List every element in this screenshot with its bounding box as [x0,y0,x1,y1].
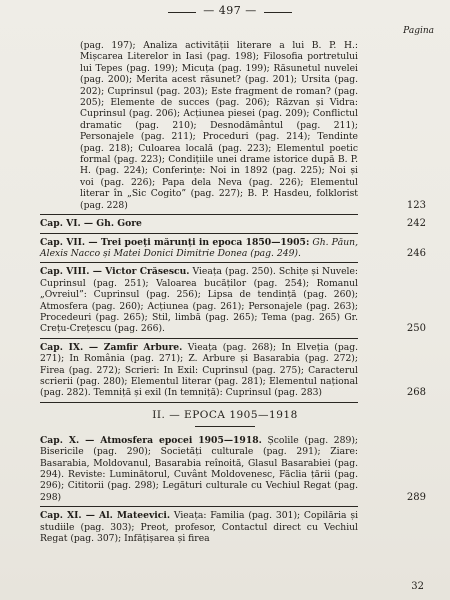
toc-entry-cap6 [40,218,426,230]
toc-entry-label: Cap. XI. — Al. Mateevici. [40,510,171,522]
toc-entry-text: Vieața (pag. 268); In Elveția (pag. 271); In România (pag. 271); Z. Arbure și Basarabia (pag. 272); Firea (pag. 272); Scrieri: In Exil: Cuprinsul (pag. 275); Caracterul scrierii (pag. 280); Elementul literar (pag. 281); Elementul național (pag. 282). Temniță și exil (In temniță): Cuprinsul (pag. 283) [40,341,359,399]
divider [40,262,358,263]
toc-entry-text: Gh. Păun, Alexis Nacco și Matei Donici Dimitrie Donea (pag. 249). [40,236,358,259]
divider [40,214,358,215]
toc-entry-cap11 [40,510,358,544]
toc-entry-cap8 [40,266,426,335]
toc-entry-text: Vieața (pag. 250). Schițe și Nuvele: Cuprinsul (pag. 251); Valoarea bucăților (pag. 254); Romanul „Ovreiul”: Cuprinsul (pag. 256); Lipsa de tendință (pag. 260); Atmosfera (pag. 260); Acțiunea (pag. 261); Personajele (pag. 263); Procedeuri (pag. 265); Stil, limbă (pag. 265); Tema (pag. 265) Gr. Crețu-Crețescu (pag. 266). [40,266,358,335]
toc-entry-cap9 [40,341,426,399]
toc-entry-label: Cap. VI. — Gh. Gore [40,218,142,230]
divider [40,402,358,403]
toc-entry-page: 250 [406,323,426,335]
toc-entry-text: Școlile (pag. 289); Bisericile (pag. 290); Societăți culturale (pag. 291); Ziare: Basarabia, Moldovanul, Basarabia reînoită, Glasul Basarabiei (pag. 294). Reviste: Luminătorul, Cuvânt Moldovenesc, Făclia țării (pag. 296); Cititorii (pag. 298); Legături culturale cu Vechiul Regat (pag. 298) [40,434,359,503]
toc-entry-cap7 [40,236,426,260]
toc-entry-continuation [80,40,426,211]
toc-entry-cap10 [40,434,426,503]
divider [40,506,358,507]
toc-entry-page: 123 [406,199,426,211]
page-header [0,0,450,36]
section-heading: II. — EPOCA 1905—1918 [0,409,450,427]
toc-entry-page: 289 [406,491,426,503]
toc-entry-page: 246 [406,247,426,259]
signature-mark: 32 [411,581,424,592]
toc-entry-label: Cap. VII. — Trei poeți mărunți in epoca 1850—1905: [40,236,310,248]
toc-entry-text: (pag. 197); Analiza activității literare a lui B. P. H.: Mișcarea Literelor in Iasi (pag. 198); Filosofia portretului lui Tepes (pag. 199); Micuța (pag. 199); Răsunetul nuvelei (pag. 200); Merita acest răsunet? (pag. 201); Ursita (pag. 202); Cuprinsul (pag. 203); Este fragment de roman? (pag. 205); Elemente de succes (pag. 206); Răzvan și Vidra: Cuprinsul (pag. 206); Acțiunea piesei (pag. 209); Conflictul dramatic (pag. 210); Desnodământul (pag. 211); Personajele (pag. 211); Proceduri (pag. 214); Tendinte (pag. 218); Culoarea locală (pag. 223); Elementul poetic formal (pag. 223); Condițiile unei drame istorice după B. P. H. (pag. 224); Conferințe: Noi in 1892 (pag. 225); Noi și voi (pag. 226); Papa dela Neva (pag. 226); Elementul literar în „Sic Cogito” (pag. 227); B. P. Hasdeu, folklorist (pag. 228) [80,40,358,211]
page-number: — 497 — [200,4,260,17]
toc-entry-text: Vieața: Familia (pag. 301); Copilăria și studiile (pag. 303); Preot, profesor, Contactul direct cu Vechiul Regat (pag. 307); Infățișarea și firea [40,510,359,545]
divider [40,338,358,339]
toc-entry-label: Cap. X. — Atmosfera epocei 1905—1918. [40,434,262,446]
toc-entry-page: 242 [406,218,426,230]
page-column-label: Pagina [403,26,434,36]
toc-entry-label: Cap. IX. — Zamfir Arbure. [40,341,183,353]
toc-entry-label: Cap. VIII. — Victor Crăsescu. [40,266,190,278]
toc-entry-page: 268 [406,387,426,399]
table-of-contents [0,40,450,544]
divider [40,233,358,234]
